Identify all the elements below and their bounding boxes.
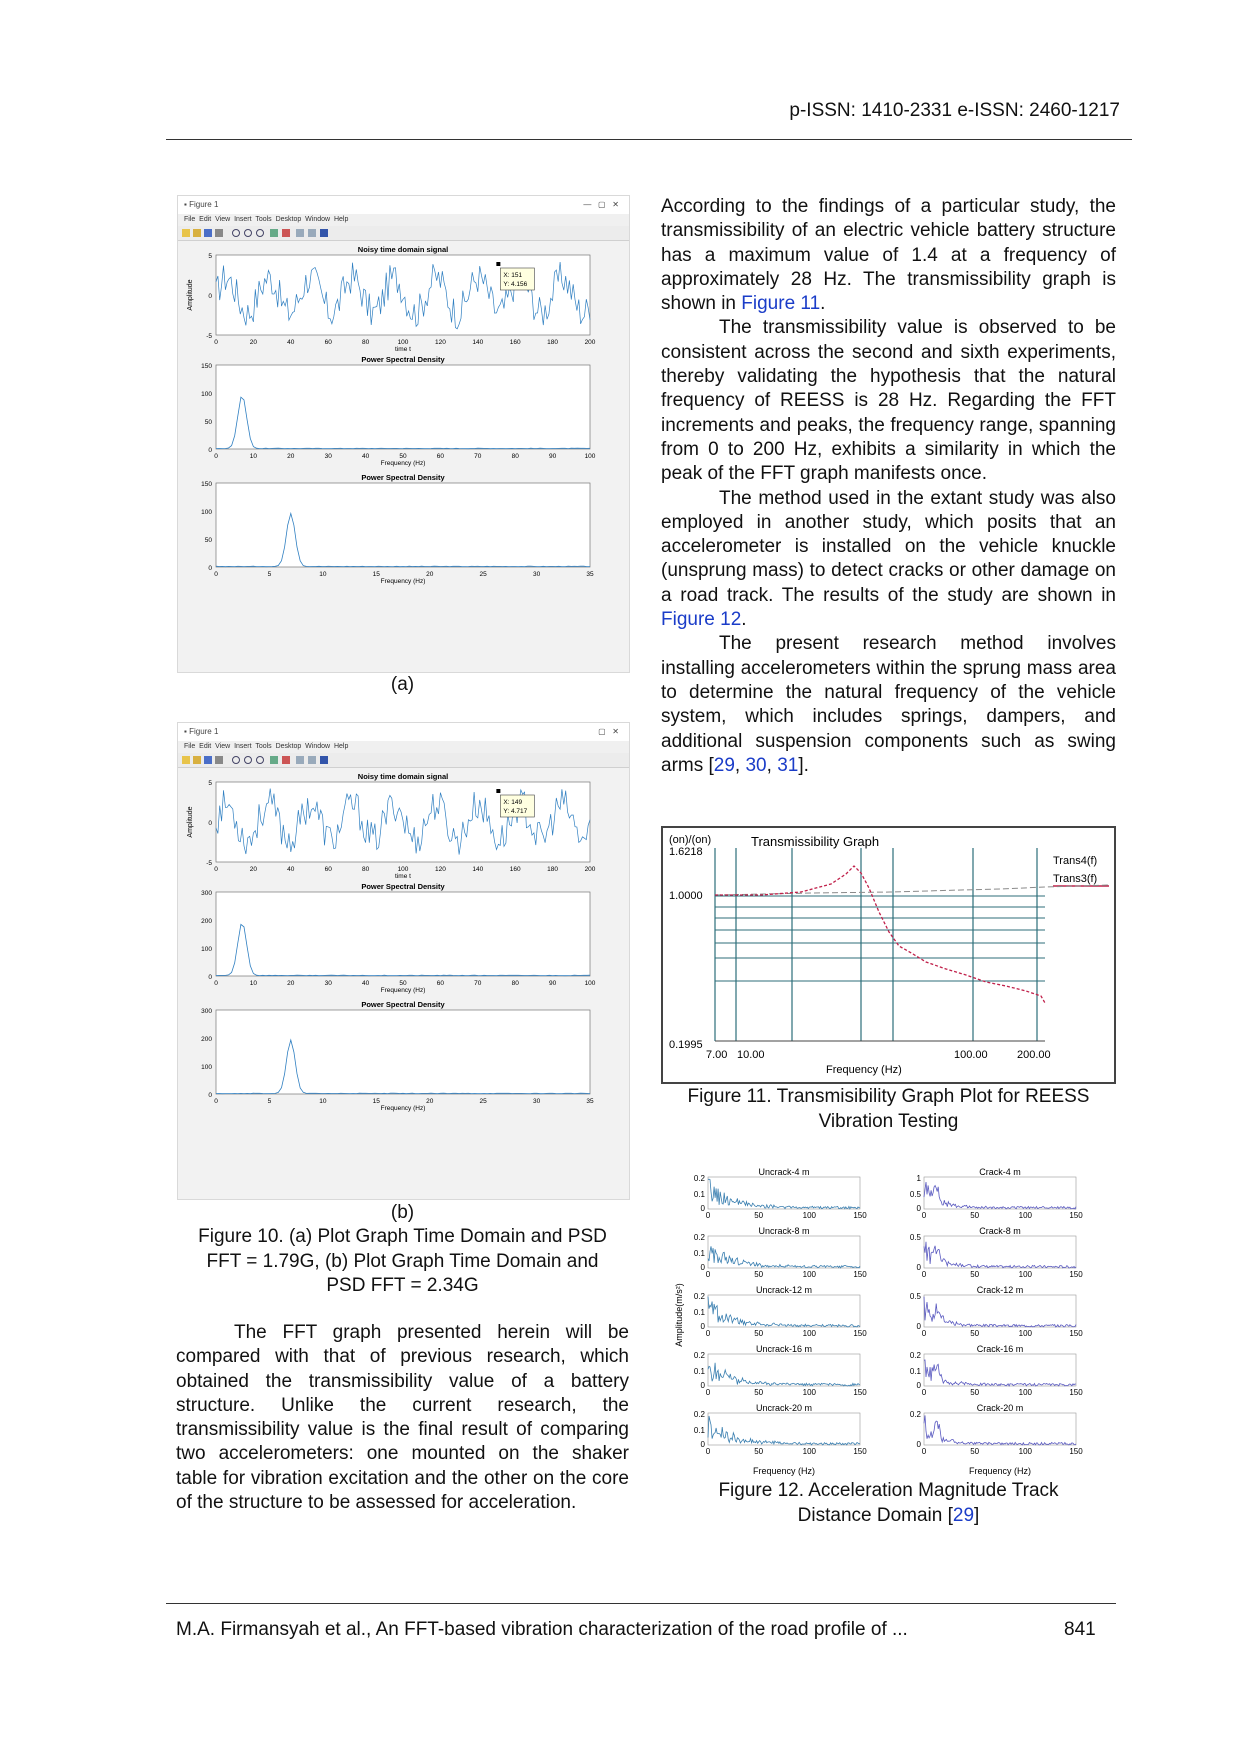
fig10-caption-line: PSD FFT = 2.34G	[326, 1275, 479, 1296]
window-controls-icon[interactable]: ▢ ✕	[598, 727, 619, 736]
subplot-title: Uncrack-12 m	[755, 1285, 813, 1295]
x-tick-label: 50	[970, 1329, 980, 1338]
y-tick-label: -5	[206, 333, 212, 340]
paragraph	[661, 487, 1116, 633]
menu-desktop[interactable]: Desktop	[275, 216, 302, 223]
subplot-title: Power Spectral Density	[361, 355, 445, 364]
fig10-caption-line: Figure 10. (a) Plot Graph Time Domain and PSD	[198, 1226, 607, 1247]
ref-29-link[interactable]: 29	[713, 754, 735, 776]
x-axis-label: time t	[395, 346, 411, 353]
y-tick-label: 0.1	[693, 1190, 705, 1199]
graph-title: Transmissibility Graph	[751, 834, 880, 849]
y-tick-label: 0	[208, 974, 212, 981]
y-tick-label: 0.2	[909, 1351, 921, 1360]
x-tick-label: 180	[547, 866, 559, 873]
axes-box	[708, 1177, 860, 1209]
x-tick-label: 40	[361, 980, 370, 987]
y-tick-label: 50	[204, 419, 212, 426]
y-tick-label: 200	[201, 1036, 212, 1043]
x-tick-label: 150	[853, 1329, 867, 1338]
y-tick-label: 0	[208, 447, 212, 454]
x-tick-label: 120	[434, 339, 446, 346]
axes-box	[708, 1413, 860, 1445]
datatip-marker	[496, 262, 500, 266]
y-tick-label: 0.1	[693, 1249, 705, 1258]
axes-box	[216, 255, 590, 335]
crack-spectra-figure	[672, 1165, 1114, 1477]
y-tick-label: 100	[201, 1064, 212, 1071]
y-tick-label: 0	[208, 820, 212, 827]
matlab-toolbar[interactable]	[178, 753, 629, 768]
y-tick-label: 0.1	[693, 1367, 705, 1376]
x-tick-label: 60	[324, 339, 332, 346]
y-tick-label: 0	[700, 1204, 705, 1213]
x-tick-label: 50	[970, 1270, 980, 1279]
y-tick-label: 0.2	[693, 1233, 705, 1242]
y-tick-label: 0	[700, 1381, 705, 1390]
x-tick-label: 0	[214, 980, 218, 987]
figure-12-link[interactable]: Figure 12	[661, 609, 742, 631]
fig10b-label: (b)	[390, 1202, 415, 1223]
legend-trans3: Trans3(f)	[1053, 873, 1098, 885]
x-axis-label: Frequency (Hz)	[380, 460, 426, 467]
menu-window[interactable]: Window	[305, 216, 331, 223]
journal-issn: p-ISSN: 1410-2331 e-ISSN: 2460-1217	[789, 100, 1120, 121]
y-tick-label: 200	[201, 918, 212, 925]
menu-insert[interactable]: Insert	[234, 743, 252, 750]
x-tick-label: 50	[399, 453, 407, 460]
menu-desktop[interactable]: Desktop	[275, 743, 302, 750]
menu-edit[interactable]: Edit	[199, 743, 212, 750]
datatip-x: X: 149	[503, 799, 523, 806]
x-tick-label: 60	[324, 866, 332, 873]
x-tick-label: 30	[324, 453, 332, 460]
x-tick-label: 150	[1069, 1388, 1083, 1397]
y-tick-label: 0.5	[909, 1190, 921, 1199]
x-tick-label: 50	[754, 1329, 764, 1338]
y-tick-label: 0.2	[693, 1292, 705, 1301]
x-tick-label: 100	[1018, 1211, 1033, 1220]
fig10-caption-line: FFT = 1.79G, (b) Plot Graph Time Domain and	[206, 1250, 599, 1272]
transmissibility-graph	[661, 826, 1116, 1084]
x-tick-label: 30	[324, 980, 332, 987]
legend-trans4: Trans4(f)	[1053, 855, 1098, 867]
y-tick-label: 0	[208, 565, 212, 572]
y-tick-label: 0	[916, 1381, 921, 1390]
x-tick-label: 0	[214, 1098, 218, 1105]
matlab-menu-bar	[178, 214, 629, 226]
y-axis-label: Amplitude	[187, 279, 194, 311]
x-tick-label: 100	[1018, 1270, 1033, 1279]
window-controls-icon[interactable]: — ▢ ✕	[583, 200, 619, 209]
x-tick-label: 35	[586, 1098, 594, 1105]
subplot-title: Power Spectral Density	[361, 882, 445, 891]
y-tick-label: 0	[916, 1204, 921, 1213]
subplot-title: Crack-12 m	[976, 1285, 1024, 1295]
x-tick-label: 60	[436, 980, 445, 987]
fig12-caption	[661, 1479, 1116, 1528]
x-tick-label: 20	[426, 1098, 434, 1105]
matlab-logo-icon: ▪	[184, 727, 187, 736]
menu-insert[interactable]: Insert	[234, 216, 252, 223]
menu-view[interactable]: View	[215, 743, 231, 750]
y-axis-label: Amplitude(m/s²)	[674, 1283, 684, 1347]
subplot-title: Crack-8 m	[979, 1226, 1021, 1236]
axes-box	[708, 1295, 860, 1327]
x-tick-label: 150	[853, 1270, 867, 1279]
x-tick-label: 20	[287, 980, 295, 987]
x-tick-label: 10	[249, 980, 258, 987]
x-tick-label: 10	[319, 571, 327, 578]
x-tick-label: 80	[511, 980, 519, 987]
x-tick-label: 100	[802, 1329, 817, 1338]
text-run: .	[820, 293, 826, 315]
y-tick-label: 0.5	[909, 1292, 921, 1301]
x-tick-label: 0	[705, 1270, 711, 1279]
x-tick-label: 35	[586, 571, 594, 578]
matlab-plots-b	[178, 768, 629, 1199]
x-tick-label: 0	[214, 339, 218, 346]
x-tick-label: 0	[705, 1447, 711, 1456]
axes-box	[216, 365, 590, 449]
x-tick-label: 150	[853, 1447, 867, 1456]
matlab-figure-b	[177, 722, 630, 1200]
x-tick-label: 100	[802, 1270, 817, 1279]
fig10-caption	[170, 1225, 635, 1299]
axes-box	[216, 892, 590, 976]
datatip-marker	[496, 789, 500, 793]
y-tick-label: 0.2	[693, 1174, 705, 1183]
y-tick-label: 0.1	[693, 1426, 705, 1435]
x-tick-label: 0	[921, 1211, 927, 1220]
ref-29-link[interactable]: 29	[952, 1504, 975, 1526]
y-tick-label: 0	[916, 1322, 921, 1331]
x-tick-label: 20	[426, 571, 434, 578]
y-tick-label: 100	[201, 391, 212, 398]
x-tick-label: 140	[472, 339, 484, 346]
y-tick-label: 100	[201, 946, 212, 953]
x-axis-label: Frequency (Hz)	[380, 1105, 426, 1112]
axes-box	[708, 1354, 860, 1386]
x-tick-label: 80	[361, 866, 370, 873]
x-tick-label: 0	[705, 1388, 711, 1397]
x-tick-label: 50	[754, 1447, 764, 1456]
subplot-title: Power Spectral Density	[361, 1000, 445, 1009]
matlab-toolbar[interactable]	[178, 226, 629, 241]
x-tick-label: 50	[399, 980, 407, 987]
y-tick-label: 5	[208, 253, 212, 260]
x-axis-label: Frequency (Hz)	[380, 578, 426, 585]
x-tick-label: 100	[802, 1211, 817, 1220]
menu-file[interactable]: File	[184, 216, 196, 223]
x-tick-100: 100.00	[954, 1049, 988, 1061]
x-tick-label: 50	[754, 1270, 764, 1279]
x-tick-label: 50	[754, 1211, 764, 1220]
subplot-title: Uncrack-16 m	[755, 1344, 813, 1354]
y-tick-label: 300	[201, 1008, 212, 1015]
matlab-title-bar	[178, 196, 629, 214]
x-tick-label: 0	[214, 571, 218, 578]
y-tick-label: 0	[700, 1322, 705, 1331]
y-tick-label: -5	[206, 860, 212, 867]
y-tick-label: 0	[916, 1263, 921, 1272]
fig12-caption-line	[661, 1504, 1116, 1529]
axes-box	[216, 1010, 590, 1094]
x-tick-label: 100	[584, 980, 596, 987]
x-tick-label: 20	[249, 339, 258, 346]
x-tick-label: 150	[1069, 1270, 1083, 1279]
text-run: ,	[766, 754, 778, 776]
y-bot-tick: 0.1995	[669, 1039, 703, 1051]
x-tick-label: 80	[361, 339, 370, 346]
x-tick-label: 160	[509, 339, 521, 346]
x-tick-label: 5	[267, 571, 272, 578]
matlab-canvas	[178, 241, 629, 672]
matlab-title-bar	[178, 723, 629, 741]
text-run: Distance Domain [	[797, 1504, 953, 1526]
x-tick-label: 70	[474, 453, 482, 460]
paragraph	[661, 632, 1116, 778]
x-tick-label: 25	[479, 571, 487, 578]
datatip-y: Y: 4.717	[503, 808, 528, 815]
y-top-tick: 1.6218	[669, 846, 703, 858]
x-tick-label: 50	[970, 1211, 980, 1220]
x-tick-10: 10.00	[737, 1049, 765, 1061]
y-tick-label: 1	[916, 1174, 921, 1183]
x-tick-label: 100	[584, 453, 596, 460]
y-tick-label: 0.5	[909, 1233, 921, 1242]
axes-box	[708, 1236, 860, 1268]
y-tick-label: 0.1	[909, 1367, 921, 1376]
y-tick-label: 0.2	[909, 1410, 921, 1419]
subplot-title: Noisy time domain signal	[357, 245, 449, 254]
y-tick-label: 0.2	[693, 1351, 705, 1360]
menu-window[interactable]: Window	[305, 743, 331, 750]
x-tick-label: 30	[532, 1098, 541, 1105]
y-tick-label: 150	[201, 481, 212, 488]
x-tick-label: 160	[509, 866, 521, 873]
x-tick-label: 10	[249, 453, 258, 460]
y-tick-label: 0	[208, 1092, 212, 1099]
left-body-text	[176, 1321, 629, 1515]
y-tick-label: 0	[700, 1263, 705, 1272]
x-tick-label: 150	[853, 1388, 867, 1397]
text-run: ]	[974, 1504, 980, 1526]
x-tick-label: 150	[1069, 1211, 1083, 1220]
x-tick-label: 5	[267, 1098, 272, 1105]
y-tick-label: 300	[201, 890, 212, 897]
footer-rule	[166, 1603, 1116, 1604]
subplot-title: Uncrack-8 m	[758, 1226, 810, 1236]
menu-edit[interactable]: Edit	[199, 216, 212, 223]
subplot-title: Crack-16 m	[976, 1344, 1024, 1354]
text-run: .	[741, 609, 747, 631]
x-tick-label: 100	[1018, 1388, 1033, 1397]
x-tick-label: 100	[802, 1388, 817, 1397]
x-tick-label: 140	[472, 866, 484, 873]
x-tick-label: 20	[287, 453, 295, 460]
subplot-title: Noisy time domain signal	[357, 772, 449, 781]
x-tick-7: 7.00	[706, 1049, 728, 1061]
x-axis-label: time t	[395, 873, 411, 880]
y-unit: (on)/(on)	[669, 834, 712, 846]
y-tick-label: 0	[208, 293, 212, 300]
text-run: The present research method involves installing accelerometers within the sprung mass area to determine the natural frequency of the vehicle system, which includes springs, dampers, and additional suspension components such as swing arms [	[661, 633, 1116, 776]
ref-31-link[interactable]: 31	[777, 754, 799, 776]
toolbar-icons[interactable]	[178, 753, 418, 767]
x-tick-label: 30	[532, 571, 541, 578]
fig10a-label: (a)	[390, 674, 415, 695]
matlab-figure-a	[177, 195, 630, 673]
x-tick-200: 200.00	[1017, 1049, 1051, 1061]
text-run: According to the findings of a particular study, the transmissibility of an electric vehicle battery structure has a maximum value of 1.4 at a frequency of approximately 28 Hz. The transmissibility graph is shown in	[661, 196, 1116, 315]
x-tick-label: 10	[319, 1098, 327, 1105]
menu-tools[interactable]: Tools	[255, 216, 272, 223]
matlab-menu-bar	[178, 741, 629, 753]
x-tick-label: 25	[479, 1098, 487, 1105]
x-tick-label: 100	[802, 1447, 817, 1456]
x-axis-label: Frequency (Hz)	[968, 1466, 1032, 1476]
subplot-title: Crack-4 m	[979, 1167, 1021, 1177]
y-tick-label: 0	[916, 1440, 921, 1449]
y-tick-label: 5	[208, 780, 212, 787]
x-tick-label: 100	[1018, 1447, 1033, 1456]
matlab-canvas	[178, 768, 629, 1199]
x-tick-label: 70	[474, 980, 482, 987]
x-label: Frequency (Hz)	[826, 1064, 902, 1076]
x-tick-label: 50	[970, 1447, 980, 1456]
y-tick-label: 0	[700, 1440, 705, 1449]
text-run: The method used in the extant study was also employed in another study, which posits that an accelerometer is installed on the vehicle knuckle (unsprung mass) to detect cracks or other damage on a road track. The results of the study are shown in	[661, 487, 1116, 606]
paragraph: The FFT graph presented herein will be compared with that of previous research, which obtained the transmissibility value of a battery structure. Unlike the current research, the transmissibility value is the final result of comparing two accelerometers: one mounted on the shaker table for vibration excitation and the other on the core of the structure to be assessed for acceleration.	[176, 1322, 629, 1514]
x-tick-label: 150	[1069, 1447, 1083, 1456]
y-axis-label: Amplitude	[187, 806, 194, 838]
x-tick-label: 0	[921, 1388, 927, 1397]
x-tick-label: 120	[434, 866, 446, 873]
datatip-x: X: 151	[503, 272, 523, 279]
y-tick-label: 0.2	[693, 1410, 705, 1419]
subplot-title: Uncrack-20 m	[755, 1403, 813, 1413]
x-tick-label: 0	[214, 866, 218, 873]
text-run: ].	[798, 754, 809, 776]
menu-view[interactable]: View	[215, 216, 231, 223]
y-tick-label: 100	[201, 509, 212, 516]
axes-box	[216, 483, 590, 567]
x-tick-label: 90	[548, 453, 557, 460]
x-tick-label: 100	[397, 339, 409, 346]
x-tick-label: 15	[372, 571, 380, 578]
x-tick-label: 0	[214, 453, 218, 460]
x-axis-label: Frequency (Hz)	[752, 1466, 816, 1476]
paragraph	[661, 195, 1116, 316]
x-tick-label: 50	[754, 1388, 764, 1397]
matlab-logo-icon: ▪	[184, 200, 187, 209]
x-tick-label: 100	[397, 866, 409, 873]
x-tick-label: 40	[287, 339, 295, 346]
x-tick-label: 90	[548, 980, 557, 987]
right-body-text	[661, 195, 1116, 778]
figure-11-link[interactable]: Figure 11	[741, 293, 821, 315]
fig11-caption-line: Figure 11. Transmisibility Graph Plot for REESS	[687, 1086, 1090, 1107]
x-tick-label: 150	[1069, 1329, 1083, 1338]
datatip-y: Y: 4.156	[503, 281, 528, 288]
x-tick-label: 40	[361, 453, 370, 460]
x-tick-label: 200	[584, 866, 596, 873]
x-tick-label: 180	[547, 339, 559, 346]
paragraph: The transmissibility value is observed to be consistent across the second and sixth experiments, thereby validating the hypothesis that the natural frequency of REESS is 28 Hz. Regarding the FFT increments and peaks, the frequency range, spanning from 0 to 200 Hz, exhibits a similarity in which the peak of the FFT graph manifests once.	[661, 317, 1116, 485]
matlab-window-title: Figure 1	[189, 200, 219, 209]
x-tick-label: 40	[287, 866, 295, 873]
menu-tools[interactable]: Tools	[255, 743, 272, 750]
subplot-title: Power Spectral Density	[361, 473, 445, 482]
y-tick-label: 0.1	[693, 1308, 705, 1317]
x-tick-label: 20	[249, 866, 258, 873]
subplot-title: Uncrack-4 m	[758, 1167, 810, 1177]
fig11-caption-line: Vibration Testing	[818, 1110, 959, 1132]
toolbar-icons[interactable]	[178, 226, 418, 240]
ref-30-link[interactable]: 30	[745, 754, 767, 776]
page-number: 841	[1064, 1619, 1096, 1640]
x-tick-label: 100	[1018, 1329, 1033, 1338]
x-tick-label: 0	[705, 1329, 711, 1338]
menu-file[interactable]: File	[184, 743, 196, 750]
y-tick-label: 150	[201, 363, 212, 370]
x-tick-label: 80	[511, 453, 519, 460]
menu-help[interactable]: Help	[333, 216, 349, 223]
menu-help[interactable]: Help	[333, 743, 349, 750]
text-run: ,	[734, 754, 746, 776]
fig11-caption	[661, 1085, 1116, 1134]
x-tick-label: 0	[705, 1211, 711, 1220]
y-tick-label: 50	[204, 537, 212, 544]
x-axis-label: Frequency (Hz)	[380, 987, 426, 994]
subplot-title: Crack-20 m	[976, 1403, 1024, 1413]
header-rule	[166, 139, 1132, 140]
footer-citation: M.A. Firmansyah et al., An FFT-based vibration characterization of the road profile of ...	[176, 1619, 908, 1640]
x-tick-label: 150	[853, 1211, 867, 1220]
matlab-plots-a	[178, 241, 629, 672]
matlab-window-title: Figure 1	[189, 727, 219, 736]
graph-border	[662, 827, 1115, 1083]
x-tick-label: 0	[921, 1329, 927, 1338]
x-tick-label: 50	[970, 1388, 980, 1397]
x-tick-label: 200	[584, 339, 596, 346]
y-mid-tick: 1.0000	[669, 890, 703, 902]
x-tick-label: 60	[436, 453, 445, 460]
fig12-caption-line: Figure 12. Acceleration Magnitude Track	[718, 1480, 1059, 1501]
x-tick-label: 15	[372, 1098, 380, 1105]
x-tick-label: 0	[921, 1447, 927, 1456]
x-tick-label: 0	[921, 1270, 927, 1279]
